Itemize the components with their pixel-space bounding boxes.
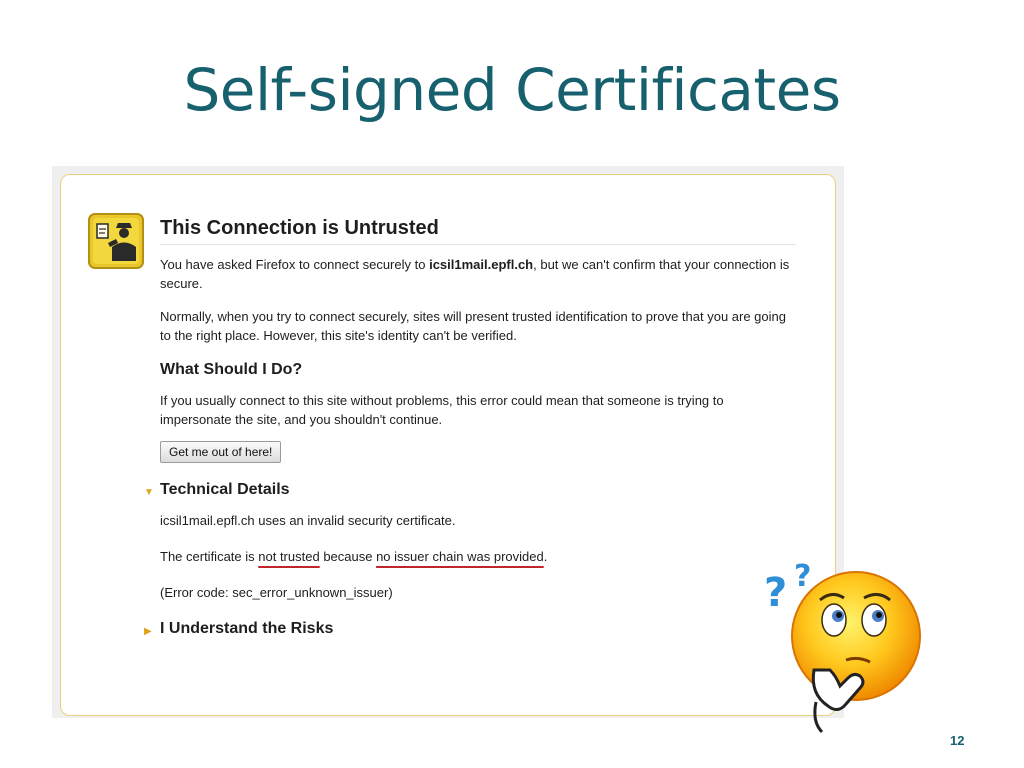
cert-text-a: The certificate is bbox=[160, 549, 259, 564]
understand-risks-toggle[interactable] bbox=[144, 618, 796, 640]
understand-risks-label: I Understand the Risks bbox=[160, 620, 334, 637]
intro-paragraph bbox=[160, 255, 796, 293]
error-code-line: (Error code: sec_error_unknown_issuer) bbox=[160, 585, 393, 600]
not-trusted-highlight: not trusted bbox=[258, 549, 320, 564]
svg-text:?: ? bbox=[794, 559, 812, 594]
thinking-face-icon bbox=[760, 558, 930, 736]
cert-text-c: because bbox=[319, 549, 377, 564]
technical-details-line-2 bbox=[160, 547, 796, 566]
get-me-out-button[interactable]: Get me out of here! bbox=[160, 441, 281, 463]
expanded-arrow-icon: ▼ bbox=[144, 487, 154, 498]
cert-text-e: . bbox=[543, 549, 548, 564]
technical-details-line-1: icsil1mail.epfl.ch uses an invalid security certificate. bbox=[160, 513, 456, 528]
dialog-content bbox=[144, 214, 796, 640]
technical-details-label: Technical Details bbox=[160, 481, 290, 498]
technical-details-toggle[interactable] bbox=[144, 479, 796, 501]
police-officer-alert-icon bbox=[88, 213, 144, 269]
page-number: 12 bbox=[950, 733, 965, 748]
intro-text-end: , but we can't confirm that your connection is secure. bbox=[160, 257, 790, 291]
svg-text:?: ? bbox=[764, 570, 788, 616]
no-issuer-chain-highlight: no issuer chain was provided bbox=[376, 549, 544, 564]
dialog-heading: This Connection is Untrusted bbox=[160, 214, 796, 245]
intro-text-start: You have asked Firefox to connect securely to bbox=[160, 257, 430, 272]
what-should-i-do-text: If you usually connect to this site without problems, this error could mean that someone is trying to impersonate the site, and you shouldn't continue. bbox=[160, 393, 724, 427]
slide-title: Self-signed Certificates bbox=[183, 56, 841, 124]
intro-host: icsil1mail.epfl.ch bbox=[429, 257, 534, 272]
what-should-i-do-heading: What Should I Do? bbox=[160, 361, 303, 378]
collapsed-arrow-icon: ▶ bbox=[144, 626, 152, 637]
normally-paragraph: Normally, when you try to connect securely, sites will present trusted identification to prove that you are going to the right place. However, this site's identity can't be verified. bbox=[160, 309, 786, 343]
